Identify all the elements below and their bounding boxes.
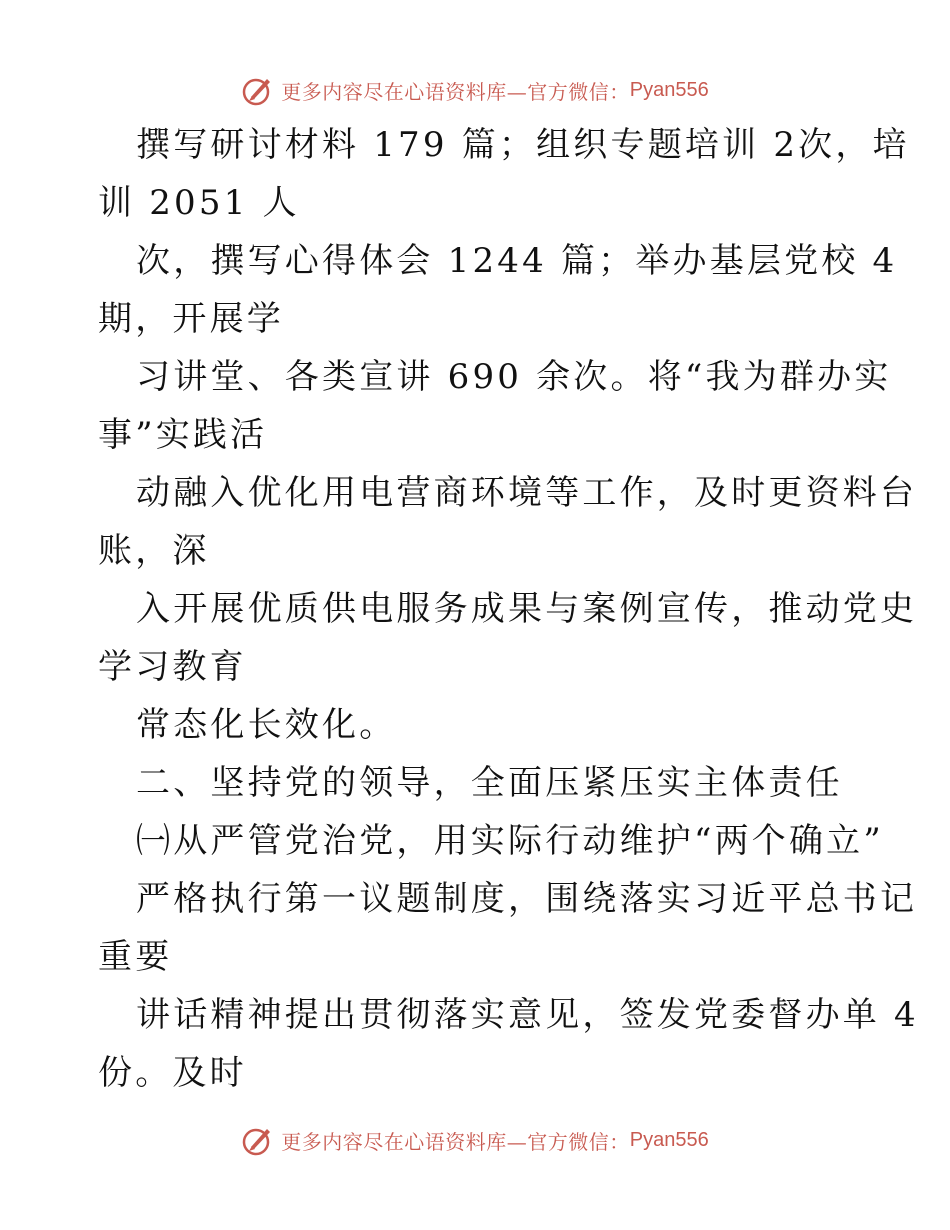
header-watermark [0,70,950,110]
text-line: 习讲堂、各类宣讲 690 余次。将“我为群办实 [136,357,892,397]
text-line: 讲话精神提出贯彻落实意见，签发党委督办单 4 [136,995,919,1035]
text-line: 严格执行第一议题制度，围绕落实习近平总书记 [136,879,918,919]
watermark-text: 更多内容尽在心语资料库—官方微信： [281,79,630,104]
text-line: 期，开展学 [98,299,284,339]
text-line: 学习教育 [98,647,247,687]
watermark-wechat-id: Pyan556 [629,78,709,101]
text-line: 事”实践活 [98,415,268,455]
text-line: 次，撰写心得体会 1244 篇；举办基层党校 4 [136,241,898,281]
text-line: 入开展优质供电服务成果与案例宣传，推动党史 [136,589,918,629]
text-line: 份。及时 [98,1053,247,1093]
text-line: 常态化长效化。 [136,705,397,745]
watermark-text: 更多内容尽在心语资料库—官方微信： [281,1129,630,1154]
text-line: 训 2051 人 [98,183,300,223]
text-line: 撰写研讨材料 179 篇；组织专题培训 2次，培 [136,125,910,165]
quill-logo-icon [241,1123,275,1157]
quill-logo-icon [241,73,275,107]
section-heading: 二、坚持党的领导，全面压紧压实主体责任 [136,763,843,803]
subsection-heading: ㈠从严管党治党，用实际行动维护“两个确立” [136,821,884,861]
text-line: 重要 [98,937,173,977]
text-line: 动融入优化用电营商环境等工作，及时更资料台 [136,473,918,513]
text-line: 账，深 [98,531,210,571]
watermark-wechat-id: Pyan556 [629,1128,709,1151]
footer-watermark [0,1120,950,1160]
